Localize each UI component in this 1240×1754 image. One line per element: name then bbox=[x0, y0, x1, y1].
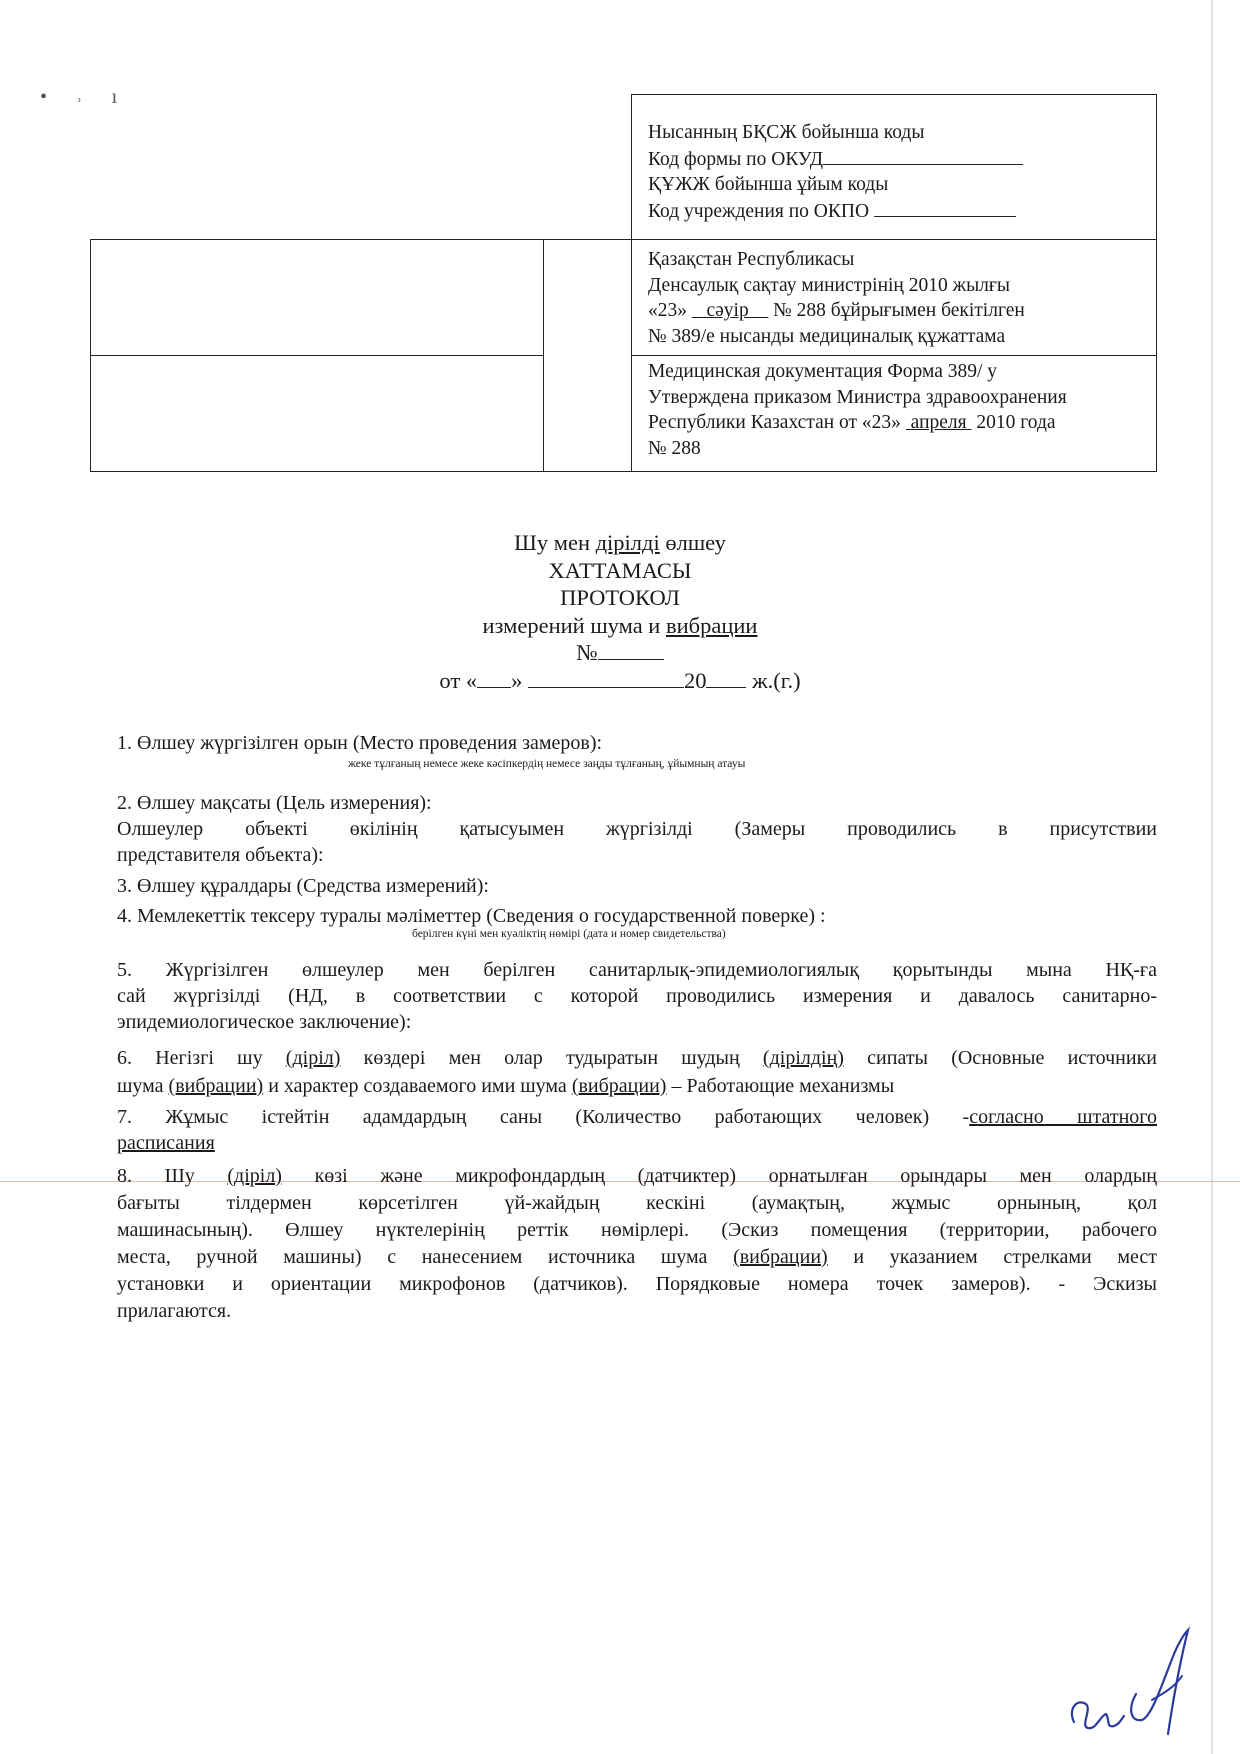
protocol-date-field[interactable]: от « » 20 ж.(г.) bbox=[439, 667, 801, 693]
header-left-bottom-cell bbox=[90, 355, 544, 472]
item-8-line2: бағыты тілдермен көрсетілген үй-жайдың кескіні (аумақтың, жұмыс орнының, қол bbox=[117, 1192, 1157, 1214]
item-2-text-line1: Олшеулер объекті өкілінің қатысуымен жүргізілді (Замеры проводились в присутствии bbox=[117, 818, 1157, 840]
item-1-note: жеке тұлғаның немесе жеке кәсіпкердің немесе заңды тұлғаның, ұйымның атауы bbox=[348, 758, 746, 770]
item-1-location: 1. Өлшеу жүргізілген орын (Место проведения замеров): bbox=[117, 732, 603, 754]
item-8-line1: 8. Шу (діріл) көзі және микрофондардың (датчиктер) орнатылған орындары мен олардың bbox=[117, 1165, 1157, 1187]
item-7-line2: расписания bbox=[117, 1132, 215, 1154]
codes-text bbox=[648, 120, 1023, 224]
title-ru-line: измерений шума и вибрации bbox=[482, 612, 758, 638]
code-bksj: Нысанның БҚСЖ бойынша коды bbox=[648, 122, 925, 143]
kz-order-text: Қазақстан Республикасы Денсаулық сақтау министрінің 2010 жылғы «23» сәуір № 288 бұйрығымен бекітілген № 389/е нысанды медициналық құжаттама bbox=[648, 249, 1025, 347]
item-6-line2: шума (вибрации) и характер создаваемого ими шума (вибрации) – Работающие механизмы bbox=[117, 1075, 895, 1097]
item-5-line2: сай жүргізілді (НД, в соответствии с которой проводились измерения и давалось санитарно- bbox=[117, 985, 1157, 1007]
title-kz-line: Шу мен дірілді өлшеу bbox=[514, 530, 726, 555]
item-2-purpose: 2. Өлшеу мақсаты (Цель измерения): bbox=[117, 792, 432, 814]
item-2-text-line2: представителя объекта): bbox=[117, 844, 324, 866]
signature-mark bbox=[1066, 1624, 1206, 1744]
item-8-line5: установки и ориентации микрофонов (датчиков). Порядковые номера точек замеров). - Эскизы bbox=[117, 1273, 1157, 1295]
code-kujj: ҚҰЖЖ бойынша ұйым коды bbox=[648, 174, 889, 195]
item-6-line1: 6. Негізгі шу (діріл) көздері мен олар тудыратын шудың (дірілдің) сипаты (Основные источники bbox=[117, 1047, 1157, 1069]
item-4-verification: 4. Мемлекеттік тексеру туралы мәліметтер (Сведения о государственной поверке) : bbox=[117, 905, 826, 927]
item-8-line4: места, ручной машины) с нанесением источника шума (вибрации) и указанием стрелками мест bbox=[117, 1246, 1157, 1268]
header-middle-cell bbox=[543, 239, 632, 472]
item-8-line6: прилагаются. bbox=[117, 1300, 232, 1322]
item-5-line3: эпидемиологическое заключение): bbox=[117, 1011, 412, 1033]
scan-specks: • ˒ ı bbox=[40, 86, 130, 108]
item-5-line1: 5. Жүргізілген өлшеулер мен берілген санитарлық-эпидемиологиялық қорытынды мына НҚ-ға bbox=[117, 959, 1157, 981]
item-3-instruments: 3. Өлшеу құралдары (Средства измерений): bbox=[117, 875, 489, 897]
document-title bbox=[0, 529, 1240, 694]
title-protocol: ПРОТОКОЛ bbox=[560, 585, 680, 610]
item-4-note: берілген күні мен куәліктің нөмірі (дата и номер свидетельства) bbox=[412, 928, 726, 940]
code-okud: Код формы по ОКУД bbox=[648, 146, 1023, 173]
protocol-number-field[interactable]: № bbox=[0, 639, 1240, 667]
item-7-line1: 7. Жұмыс істейтін адамдардың саны (Количество работающих человек) -согласно штатного bbox=[117, 1106, 1158, 1128]
header-left-top-cell bbox=[90, 239, 544, 356]
scan-edge-line bbox=[1211, 0, 1213, 1754]
title-hattamasy: ХАТТАМАСЫ bbox=[548, 557, 692, 583]
ru-order-text: Медицинская документация Форма 389/ у Утверждена приказом Министра здравоохранения Республики Казахстан от «23» апреля 2010 года № 288 bbox=[648, 361, 1067, 459]
item-8-line3: машинасының). Өлшеу нүктелерінің реттік нөмірлері. (Эскиз помещения (территории, рабочего bbox=[117, 1219, 1157, 1241]
code-okpo: Код учреждения по ОКПО bbox=[648, 198, 1023, 225]
